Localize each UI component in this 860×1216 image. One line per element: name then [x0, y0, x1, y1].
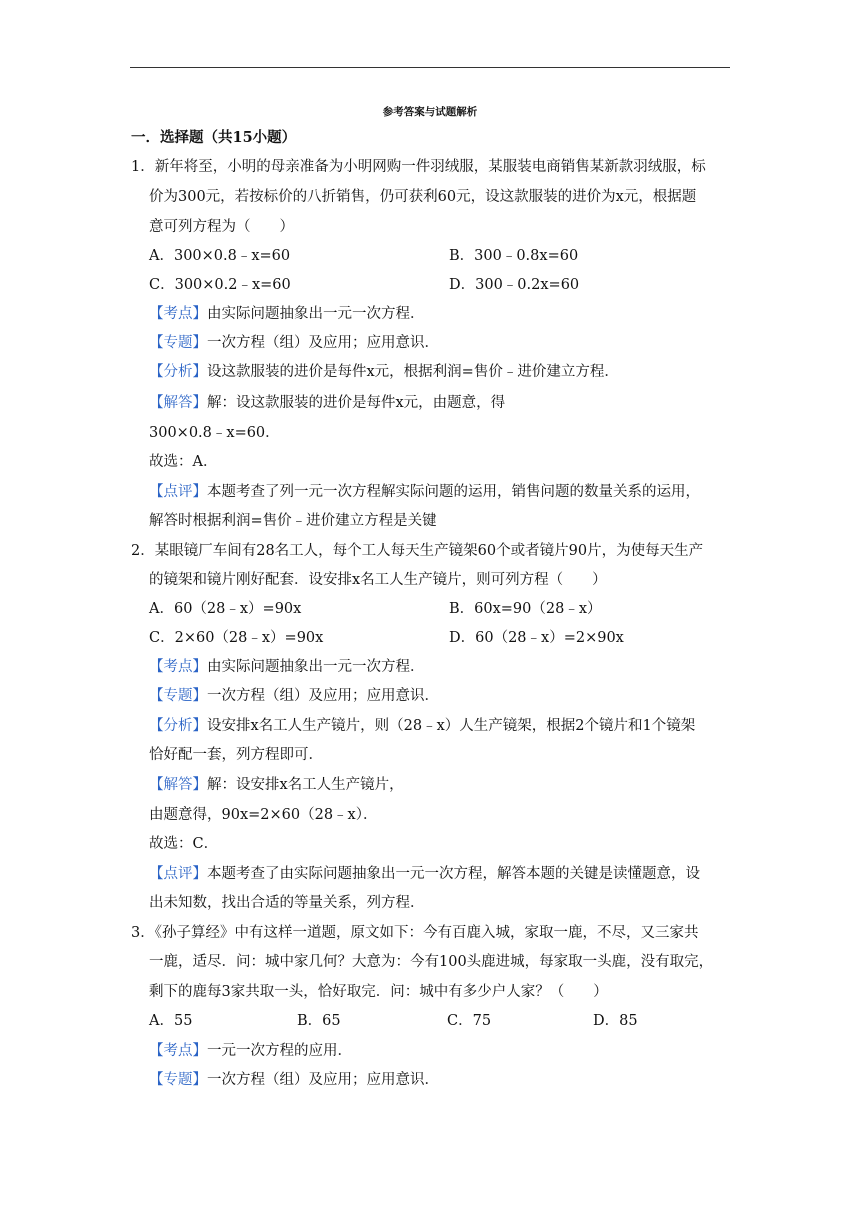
fenxi-text: 设这款服装的进价是每件x元，根据利润=售价﹣进价建立方程． [207, 364, 619, 380]
q2-option-d: D．60（28﹣x）=2×90x [449, 630, 624, 646]
q1-stem-line-2: 价为300元，若按标价的八折销售，仍可获利60元，设这款服装的进价为x元，根据题 [149, 189, 697, 205]
q2-option-c: C．2×60（28﹣x）=90x [149, 630, 324, 646]
zhuanti-text: 一次方程（组）及应用；应用意识． [207, 335, 439, 351]
q2-kaodian [149, 657, 425, 677]
jieda-tag: 【解答】 [149, 395, 207, 411]
q1-option-b: B．300﹣0.8x=60 [449, 248, 579, 264]
q3-kaodian [149, 1041, 352, 1061]
dianping-tag: 【点评】 [149, 866, 207, 882]
jieda-text: 解：设这款服装的进价是每件x元，由题意，得 [207, 395, 506, 411]
fenxi-tag: 【分析】 [149, 718, 207, 734]
q2-fenxi [149, 716, 695, 736]
q3-option-a: A．55 [149, 1013, 193, 1029]
q1-stem-line-1: 1．新年将至，小明的母亲准备为小明网购一件羽绒服，某服装电商销售某新款羽绒服，标 [131, 159, 706, 175]
document-title: 参考答案与试题解析 [382, 106, 478, 118]
zhuanti-tag: 【专题】 [149, 688, 207, 704]
q2-stem-line-2: 的镜架和镜片刚好配套．设安排x名工人生产镜片，则可列方程（ ） [149, 572, 607, 588]
q1-fenxi [149, 362, 619, 382]
q2-jieda [149, 775, 404, 795]
zhuanti-text: 一次方程（组）及应用；应用意识． [207, 688, 439, 704]
q2-stem-line-1: 2．某眼镜厂车间有28名工人，每个工人每天生产镜架60个或者镜片90片，为使每天生产 [131, 543, 704, 559]
header-rule [130, 67, 730, 68]
kaodian-tag: 【考点】 [149, 659, 207, 675]
q1-option-d: D．300﹣0.2x=60 [449, 277, 580, 293]
q1-jieda [149, 393, 505, 413]
dianping-text: 本题考查了列一元一次方程解实际问题的运用，销售问题的数量关系的运用， [207, 484, 700, 500]
q1-option-a: A．300×0.8﹣x=60 [149, 248, 291, 264]
q2-jieda-equation: 由题意得，90x=2×60（28﹣x）． [149, 807, 378, 823]
q1-kaodian [149, 304, 425, 324]
q3-stem-line-1: 3．《孙子算经》中有这样一道题，原文如下：今有百鹿入城，家取一鹿，不尽，又三家共 [131, 925, 699, 941]
dianping-tag: 【点评】 [149, 484, 207, 500]
jieda-tag: 【解答】 [149, 777, 207, 793]
q1-answer: 故选：A． [149, 454, 218, 470]
kaodian-text: 一元一次方程的应用． [207, 1043, 352, 1059]
dianping-text: 本题考查了由实际问题抽象出一元一次方程，解答本题的关键是读懂题意，设 [207, 866, 700, 882]
q2-fenxi-line-2: 恰好配一套，列方程即可． [149, 747, 323, 763]
kaodian-text: 由实际问题抽象出一元一次方程． [207, 306, 425, 322]
kaodian-tag: 【考点】 [149, 1043, 207, 1059]
q1-stem-line-3: 意可列方程为（ ） [149, 219, 294, 235]
fenxi-text: 设安排x名工人生产镜片，则（28﹣x）人生产镜架，根据2个镜片和1个镜架 [207, 718, 696, 734]
q2-dianping-line-2: 出未知数，找出合适的等量关系，列方程． [149, 895, 425, 911]
zhuanti-tag: 【专题】 [149, 1072, 207, 1088]
q2-zhuanti [149, 686, 439, 706]
q2-option-a: A．60（28﹣x）=90x [149, 601, 302, 617]
q3-stem-line-3: 剩下的鹿每3家共取一头，恰好取完．问：城中有多少户人家？（ ） [149, 984, 608, 1000]
fenxi-tag: 【分析】 [149, 364, 207, 380]
q3-option-c: C．75 [447, 1013, 492, 1029]
q1-dianping-line-2: 解答时根据利润=售价﹣进价建立方程是关键 [149, 513, 437, 529]
q3-stem-line-2: 一鹿，适尽．问：城中家几何？大意为：今有100头鹿进城，每家取一头鹿，没有取完， [149, 954, 714, 970]
q3-option-d: D．85 [593, 1013, 638, 1029]
q2-answer: 故选：C． [149, 836, 219, 852]
q1-dianping [149, 482, 700, 502]
q3-option-b: B．65 [297, 1013, 341, 1029]
q2-dianping [149, 864, 700, 884]
jieda-text: 解：设安排x名工人生产镜片， [207, 777, 404, 793]
q3-zhuanti [149, 1070, 439, 1090]
kaodian-tag: 【考点】 [149, 306, 207, 322]
zhuanti-tag: 【专题】 [149, 335, 207, 351]
q2-option-b: B．60x=90（28﹣x） [449, 601, 602, 617]
q1-jieda-equation: 300×0.8﹣x=60． [149, 425, 280, 441]
zhuanti-text: 一次方程（组）及应用；应用意识． [207, 1072, 439, 1088]
kaodian-text: 由实际问题抽象出一元一次方程． [207, 659, 425, 675]
q1-zhuanti [149, 333, 439, 353]
section-heading: 一．选择题（共15小题） [131, 129, 297, 146]
q1-option-c: C．300×0.2﹣x=60 [149, 277, 291, 293]
